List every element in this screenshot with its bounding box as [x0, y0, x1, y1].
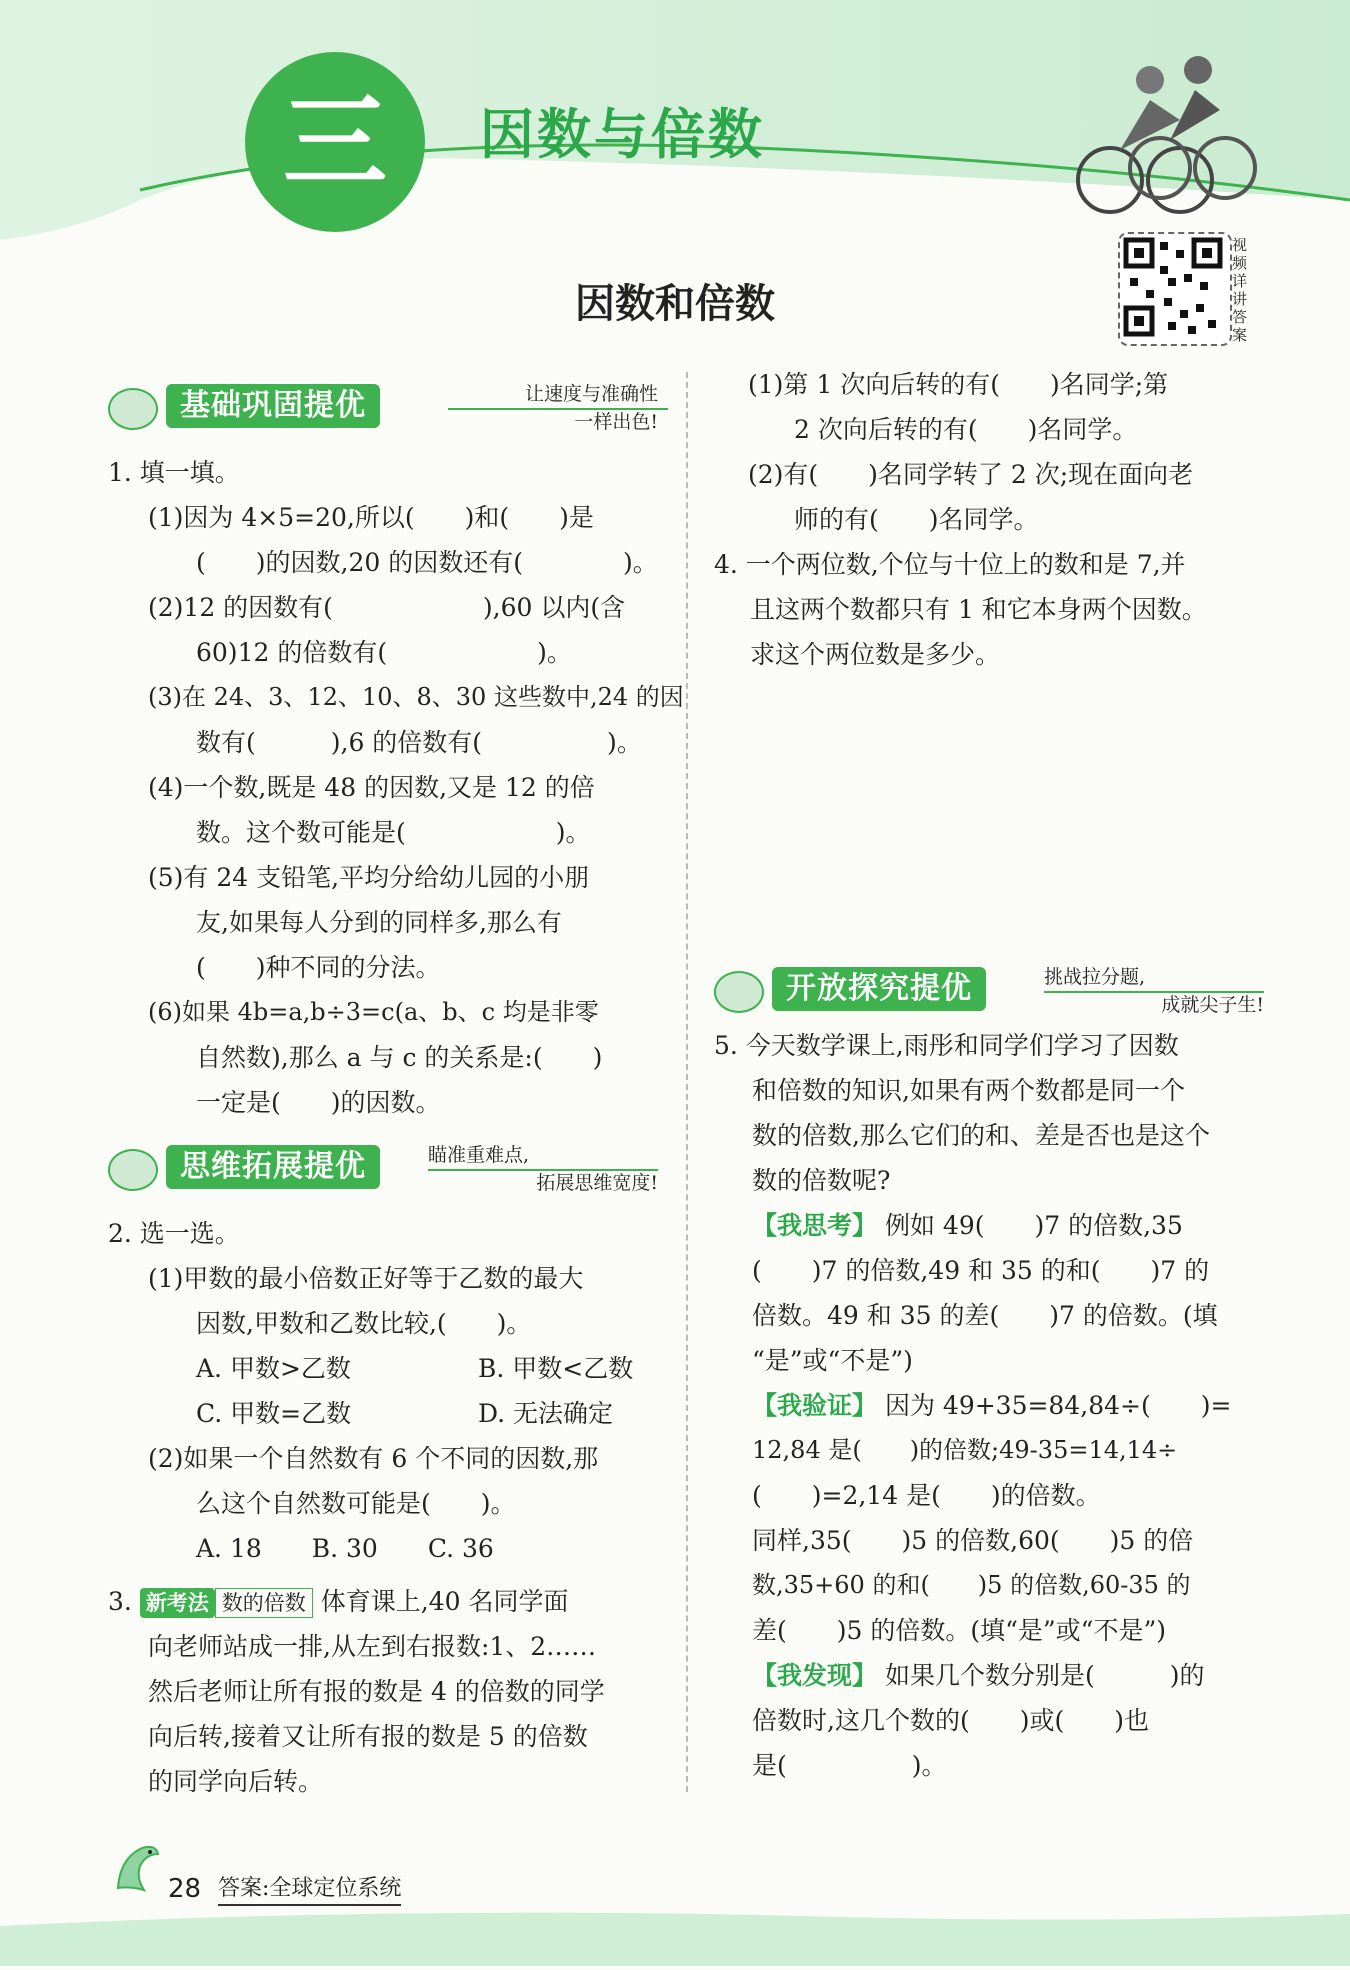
find-tag: 【我发现】 — [752, 1661, 878, 1690]
page-number: 28 — [168, 1874, 202, 1904]
text-line: 向老师站成一排,从左到右报数:1、2…… — [148, 1632, 597, 1661]
mascot-icon — [714, 971, 764, 1013]
slogan-line: 挑战拉分题, — [1044, 966, 1146, 988]
text-line: 一定是( )的因数。 — [196, 1088, 441, 1117]
slogan-line: 拓展思维宽度! — [536, 1172, 658, 1194]
question-2 — [108, 1211, 668, 1571]
right-column — [714, 362, 1274, 1788]
option-row[interactable]: A. 18 B. 30 C. 36 — [196, 1534, 494, 1563]
text-line: 且这两个数都只有 1 和它本身两个因数。 — [750, 595, 1207, 624]
text-line: 差( )5 的倍数。(填“是”或“不是”) — [752, 1616, 1166, 1645]
text-line: 因数,甲数和乙数比较,( )。 — [196, 1309, 532, 1338]
text-line: 4. 一个两位数,个位与十位上的数和是 7,并 — [714, 550, 1186, 579]
topic-badge: 数的倍数 — [215, 1588, 313, 1618]
question-3 — [108, 1579, 668, 1804]
section-label: 开放探究提优 — [772, 967, 986, 1011]
qr-label: 视频详讲答案 — [1232, 236, 1248, 344]
text-line: (4)一个数,既是 48 的因数,又是 12 的倍 — [148, 773, 595, 802]
text-line: 例如 49( )7 的倍数,35 — [884, 1211, 1183, 1240]
option-row — [108, 1346, 668, 1391]
text-line: 数,35+60 的和( )5 的倍数,60-35 的 — [752, 1571, 1191, 1599]
text-line: “是”或“不是”) — [752, 1346, 913, 1375]
text-line: 同样,35( )5 的倍数,60( )5 的倍 — [752, 1526, 1194, 1555]
question-5 — [714, 1023, 1274, 1788]
text-line: 的同学向后转。 — [148, 1767, 324, 1796]
text-line: 向后转,接着又让所有报的数是 5 的倍数 — [148, 1722, 588, 1751]
text-line: 如果几个数分别是( )的 — [884, 1661, 1205, 1690]
verify-tag: 【我验证】 — [752, 1391, 878, 1420]
question-3-first-line — [108, 1579, 668, 1624]
text-line: 数的倍数呢? — [752, 1166, 891, 1195]
text-line: 是( )。 — [752, 1751, 947, 1780]
find-line — [714, 1653, 1274, 1698]
option-row — [108, 1391, 668, 1436]
text-line: 2. 选一选。 — [108, 1219, 240, 1248]
text-line: 1. 填一填。 — [108, 458, 240, 487]
page-title: 因数和倍数 — [575, 281, 775, 327]
option-c[interactable]: C. 甲数=乙数 — [196, 1399, 352, 1428]
text-line: 60)12 的倍数有( )。 — [196, 638, 572, 667]
text-line: 数有( ),6 的倍数有( )。 — [196, 728, 642, 757]
text-line: 12,84 是( )的倍数;49-35=14,14÷ — [752, 1436, 1178, 1464]
text-line: ( )=2,14 是( )的倍数。 — [752, 1481, 1101, 1510]
text-line: 师的有( )名同学。 — [794, 505, 1039, 534]
text-line: 倍数时,这几个数的( )或( )也 — [752, 1706, 1149, 1735]
text-line: 然后老师让所有报的数是 4 的倍数的同学 — [148, 1677, 605, 1706]
question-3-continued — [714, 362, 1274, 677]
option-d[interactable]: D. 无法确定 — [478, 1399, 614, 1428]
question-1 — [108, 450, 684, 1125]
text-line: ( )种不同的分法。 — [196, 953, 441, 982]
text-line: (2)如果一个自然数有 6 个不同的因数,那 — [148, 1444, 599, 1473]
text-line: (2)有( )名同学转了 2 次;现在面向老 — [748, 460, 1194, 489]
text-line: 数。这个数可能是( )。 — [196, 818, 591, 847]
section-label: 思维拓展提优 — [166, 1145, 380, 1189]
text-line: 数的倍数,那么它们的和、差是否也是这个 — [752, 1121, 1210, 1150]
section-basic — [108, 383, 668, 433]
text-line: (1)第 1 次向后转的有( )名同学;第 — [748, 370, 1169, 399]
text-line: 友,如果每人分到的同样多,那么有 — [196, 908, 562, 937]
text-line: 体育课上,40 名同学面 — [320, 1587, 569, 1616]
text-line: 自然数),那么 a 与 c 的关系是:( ) — [196, 1043, 603, 1072]
text-line: 么这个自然数可能是( )。 — [196, 1489, 516, 1518]
text-line: 2 次向后转的有( )名同学。 — [794, 415, 1138, 444]
mascot-icon — [108, 388, 158, 430]
text-line: (2)12 的因数有( ),60 以内(含 — [148, 593, 626, 622]
dolphin-icon — [110, 1838, 162, 1902]
text-line: 因为 49+35=84,84÷( )= — [884, 1391, 1232, 1420]
slogan-line: 瞄准重难点, — [428, 1144, 530, 1166]
slogan-underline — [1044, 991, 1264, 993]
mascot-icon — [108, 1149, 158, 1191]
slogan-line: 成就尖子生! — [1161, 994, 1264, 1016]
slogan-line: 一样出色! — [574, 411, 658, 433]
text-line: (1)甲数的最小倍数正好等于乙数的最大 — [148, 1264, 584, 1293]
slogan-underline — [448, 408, 668, 410]
text-line: (3)在 24、3、12、10、8、30 这些数中,24 的因 — [148, 683, 684, 711]
text-line: (6)如果 4b=a,b÷3=c(a、b、c 均是非零 — [148, 998, 599, 1026]
section-thinking — [108, 1144, 668, 1194]
answer-footer: 答案:全球定位系统 — [218, 1874, 401, 1906]
text-line: ( )的因数,20 的因数还有( )。 — [196, 548, 658, 577]
question-number: 3. — [108, 1587, 132, 1616]
text-line: ( )7 的倍数,49 和 35 的和( )7 的 — [752, 1256, 1210, 1285]
new-method-badge: 新考法 — [140, 1588, 215, 1618]
unit-number-circle: 三 — [245, 52, 425, 232]
slogan-line: 让速度与准确性 — [524, 383, 658, 405]
footer-band — [0, 1906, 1350, 1966]
text-line: 和倍数的知识,如果有两个数都是同一个 — [752, 1076, 1185, 1105]
think-line — [714, 1203, 1274, 1248]
text-line: 倍数。49 和 35 的差( )7 的倍数。(填 — [752, 1301, 1218, 1330]
option-b[interactable]: B. 甲数<乙数 — [478, 1354, 634, 1383]
unit-title: 因数与倍数 — [480, 103, 765, 166]
text-line: (1)因为 4×5=20,所以( )和( )是 — [148, 503, 594, 532]
section-label: 基础巩固提优 — [166, 384, 380, 428]
text-line: 求这个两位数是多少。 — [750, 640, 1001, 669]
slogan-underline — [428, 1169, 658, 1171]
left-column — [108, 383, 684, 1804]
text-line: 5. 今天数学课上,雨彤和同学们学习了因数 — [714, 1031, 1179, 1060]
option-a[interactable]: A. 甲数>乙数 — [196, 1354, 351, 1383]
column-divider — [686, 372, 688, 1792]
verify-line — [714, 1383, 1274, 1428]
section-open — [714, 966, 1274, 1016]
think-tag: 【我思考】 — [752, 1211, 878, 1240]
text-line: (5)有 24 支铅笔,平均分给幼儿园的小朋 — [148, 863, 590, 892]
